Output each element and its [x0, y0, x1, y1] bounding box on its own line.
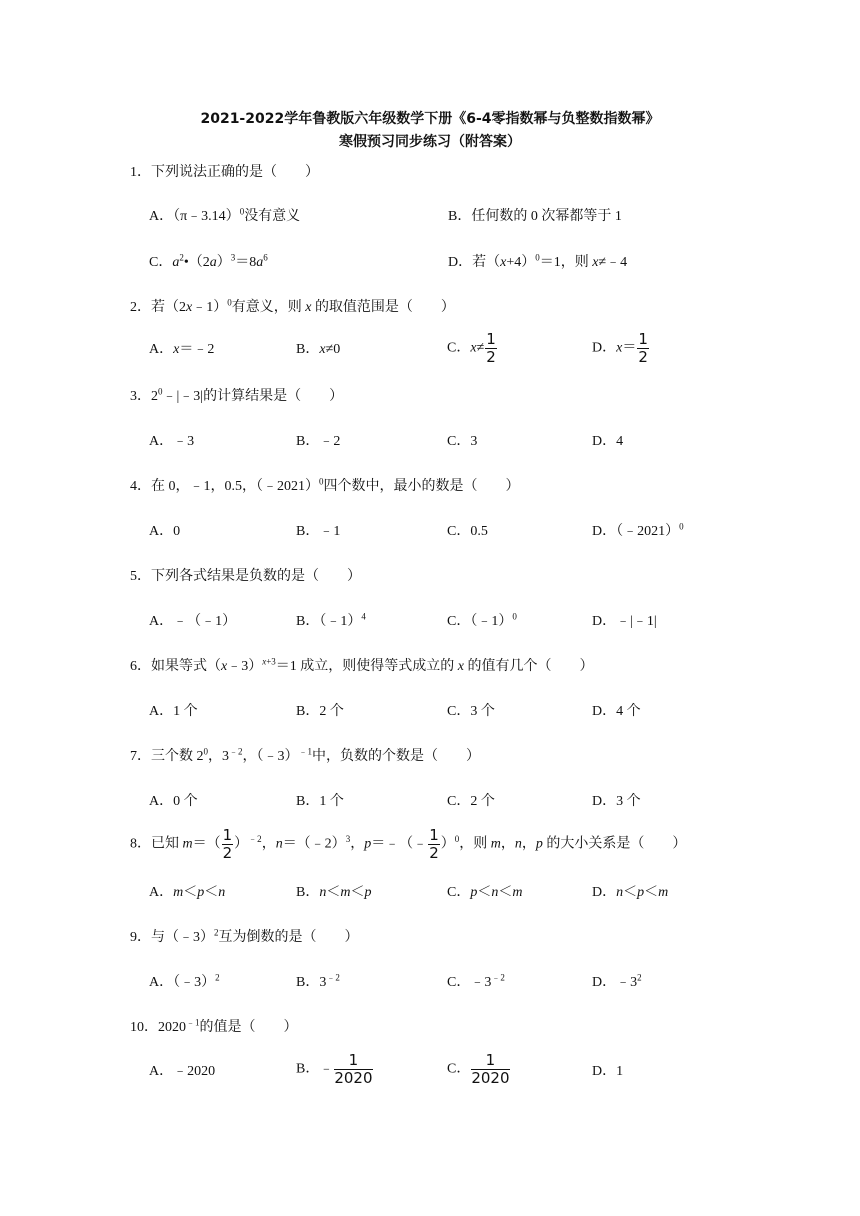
question-stem: 9．与（﹣3）$^2$互为倒数的是（ ） [130, 927, 359, 945]
title-line-1: 2021-2022学年鲁教版六年级数学下册《6-4零指数幂与负整数指数幂》 [200, 111, 660, 127]
option-a: A．m＜p＜n [149, 885, 226, 900]
option-a: A．0 [149, 524, 181, 539]
question-stem: 10．$2020^{﹣1}$的值是（ ） [130, 1017, 298, 1035]
option-c: C．$a^2•(2a)^3=8a^6$ [149, 252, 268, 270]
title-line-2: 寒假预习同步练习（附答案） [339, 134, 521, 150]
option-c: C．p＜n＜m [447, 885, 523, 900]
option-d: D．（﹣2021）$^0$ [592, 521, 684, 539]
option-c: C． $\frac{1}{2020}$ [447, 1051, 510, 1087]
option-b: B．$3^{﹣2}$ [296, 972, 340, 990]
option-d: D．4 [592, 434, 624, 449]
option-d: D．3 个 [592, 794, 641, 809]
option-a: A．﹣（﹣1） [149, 614, 237, 629]
option-b: B．1 个 [296, 794, 344, 809]
option-b: B．x≠0 [296, 342, 341, 357]
option-a: A．（π﹣3.14）$^0$没有意义 [149, 206, 301, 224]
question-stem: 1．下列说法正确的是（ ） [130, 165, 319, 180]
option-a: A．（﹣3）$^2$ [149, 972, 220, 990]
question-stem: 7．三个数 $2^0$，$3^{﹣2}$，（﹣3）$^{﹣1}$中，负数的个数是（ ） [130, 746, 481, 764]
option-c: C．x≠ $\frac{1}{2}$ [447, 330, 496, 366]
option-b: B．﹣1 [296, 524, 341, 539]
option-c: C．2 个 [447, 794, 495, 809]
option-a: A．1 个 [149, 704, 198, 719]
option-a: A．﹣3 [149, 434, 195, 449]
question-stem: 3．$2^0﹣|﹣3|$的计算结果是（ ） [130, 386, 344, 404]
question-stem: 2．若（2x﹣1）$^0$有意义，则 x 的取值范围是（ ） [130, 297, 455, 315]
option-c: C．0.5 [447, 524, 488, 539]
option-a: A．0 个 [149, 794, 198, 809]
option-d: D．若$(x+4)^0=1$，则 x≠﹣4 [448, 252, 628, 270]
option-c: C．3 [447, 434, 478, 449]
option-b: B．2 个 [296, 704, 344, 719]
option-d: D．$﹣3^2$ [592, 972, 642, 990]
option-c: C．3 个 [447, 704, 495, 719]
option-b: B．﹣ $\frac{1}{2020}$ [296, 1051, 373, 1087]
option-c: C．$﹣3^{﹣2}$ [447, 972, 505, 990]
option-b: B．﹣2 [296, 434, 341, 449]
option-d: D．4 个 [592, 704, 641, 719]
option-a: A．﹣2020 [149, 1064, 216, 1079]
question-stem: 8．已知 m＝（ $\frac{1}{2}$ ）$^{﹣2}$，n＝（﹣2）$^3$，p＝﹣（﹣ $\frac{1}{2}$ ）$^0$，则 m，n，p 的大小关系是（ ） [130, 826, 687, 862]
option-d: D．1 [592, 1064, 624, 1079]
option-b: B．任何数的 0 次幂都等于 1 [448, 209, 622, 224]
option-d: D．x＝ $\frac{1}{2}$ [592, 330, 648, 366]
option-a: A．x＝﹣2 [149, 342, 215, 357]
option-c: C．（﹣1）$^0$ [447, 611, 517, 629]
option-b: B．n＜m＜p [296, 885, 372, 900]
option-d: D．n＜p＜m [592, 885, 669, 900]
question-stem: 4．在 0，﹣1，0.5，（﹣2021）$^0$四个数中，最小的数是（ ） [130, 476, 520, 494]
option-b: B．（﹣1）$^4$ [296, 611, 366, 629]
option-d: D．﹣|﹣1| [592, 614, 657, 629]
question-stem: 6．如果等式（x﹣3）$^{x+3}$＝1 成立，则使得等式成立的 x 的值有几个（ ） [130, 656, 594, 674]
question-stem: 5．下列各式结果是负数的是（ ） [130, 569, 361, 584]
